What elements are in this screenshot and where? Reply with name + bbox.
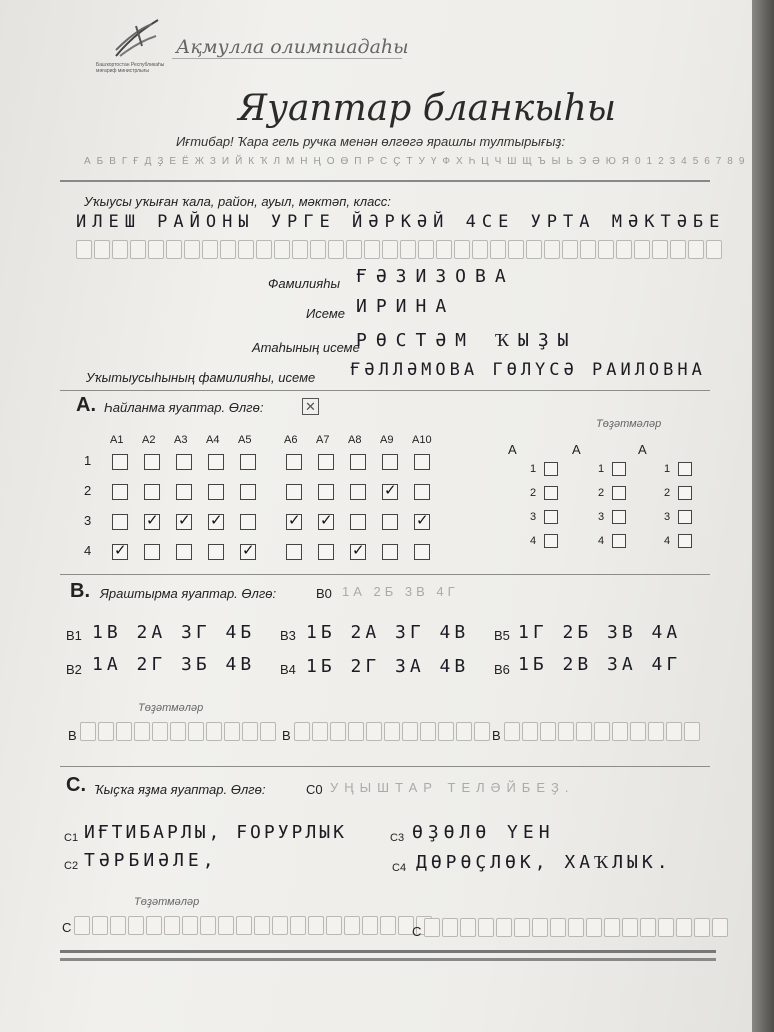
c2-value: ТӘРБИӘЛЕ, xyxy=(84,850,218,871)
answer-checkbox-a7-1[interactable] xyxy=(318,454,334,470)
b4-label: В4 xyxy=(280,662,296,677)
patronymic-value: РӨСТӘМ ҠЫҘЫ xyxy=(356,330,578,351)
section-b-corrections-label: Төҙәтмәләр xyxy=(138,702,204,714)
corrections-row-label: 1 xyxy=(530,463,537,475)
correction-checkbox[interactable] xyxy=(678,510,692,524)
answer-checkbox-a9-4[interactable] xyxy=(382,544,398,560)
correction-checkbox[interactable] xyxy=(544,534,558,548)
correction-checkbox[interactable] xyxy=(678,462,692,476)
b1-label: В1 xyxy=(66,628,82,643)
answer-checkbox-a10-4[interactable] xyxy=(414,544,430,560)
logo-small-text: Башҡортостан Республикаһы мәғариф министрлығы xyxy=(96,62,165,74)
section-a-col-a2: A2 xyxy=(142,434,156,446)
answer-checkbox-a8-1[interactable] xyxy=(350,454,366,470)
section-c-corr-grid-2 xyxy=(424,918,730,942)
answer-checkbox-a4-1[interactable] xyxy=(208,454,224,470)
corrections-col-header: A xyxy=(508,442,517,457)
answer-checkbox-a6-3[interactable] xyxy=(286,514,302,530)
section-a-rule xyxy=(60,574,710,575)
section-a-title: Һайланма яуаптар. Өлгө: xyxy=(104,400,264,415)
answer-checkbox-a3-3[interactable] xyxy=(176,514,192,530)
answer-checkbox-a5-1[interactable] xyxy=(240,454,256,470)
corrections-row-label: 4 xyxy=(664,535,671,547)
section-a-row-label: 2 xyxy=(84,483,92,498)
page-title: Яуаптар бланкыһы xyxy=(238,88,617,129)
c1-value: ИҒТИБАРЛЫ, FОРУРЛЫК xyxy=(84,822,347,843)
answer-checkbox-a7-4[interactable] xyxy=(318,544,334,560)
answer-checkbox-a1-4[interactable] xyxy=(112,544,128,560)
corrections-row-label: 1 xyxy=(598,463,605,475)
b3-label: В3 xyxy=(280,628,296,643)
section-c-corrections-label: Төҙәтмәләр xyxy=(134,896,200,908)
header-rule xyxy=(60,180,710,182)
name-label: Исеме xyxy=(306,306,346,321)
section-a-col-a7: A7 xyxy=(316,434,330,446)
section-a-col-a9: A9 xyxy=(380,434,394,446)
answer-checkbox-a3-4[interactable] xyxy=(176,544,192,560)
b2-value: 1А 2Г 3Б 4В xyxy=(92,654,256,675)
correction-checkbox[interactable] xyxy=(678,534,692,548)
b5-label: В5 xyxy=(494,628,510,643)
answer-checkbox-a5-4[interactable] xyxy=(240,544,256,560)
b4-value: 1Б 2Г 3А 4В xyxy=(306,656,470,677)
answer-checkbox-a10-2[interactable] xyxy=(414,484,430,500)
c2-label: С2 xyxy=(64,860,79,872)
c1-label: С1 xyxy=(64,832,79,844)
table-edge xyxy=(752,0,774,1032)
b2-label: В2 xyxy=(66,662,82,677)
answer-checkbox-a8-2[interactable] xyxy=(350,484,366,500)
name-value: ИРИНА xyxy=(356,296,456,317)
logo-caption: Ақмулла олимпиадаһы xyxy=(176,36,409,58)
answer-checkbox-a5-3[interactable] xyxy=(240,514,256,530)
teacher-value: ҒӘЛЛӘМОВА ГӨЛҮСӘ РАИЛОВНА xyxy=(350,360,706,380)
answer-checkbox-a6-2[interactable] xyxy=(286,484,302,500)
section-a-col-a10: A10 xyxy=(412,434,432,446)
answer-checkbox-a9-2[interactable] xyxy=(382,484,398,500)
surname-label: Фамилияһы xyxy=(268,276,341,291)
c4-label: С4 xyxy=(392,862,407,874)
answer-checkbox-a9-3[interactable] xyxy=(382,514,398,530)
c3-label: С3 xyxy=(390,832,405,844)
b6-value: 1Б 2В 3А 4Г xyxy=(518,654,682,675)
correction-checkbox[interactable] xyxy=(544,486,558,500)
correction-checkbox[interactable] xyxy=(612,486,626,500)
corrections-row-label: 2 xyxy=(664,487,671,499)
section-a-col-a1: A1 xyxy=(110,434,124,446)
answer-checkbox-a2-1[interactable] xyxy=(144,454,160,470)
answer-checkbox-a6-4[interactable] xyxy=(286,544,302,560)
answer-checkbox-a3-2[interactable] xyxy=(176,484,192,500)
answer-checkbox-a7-2[interactable] xyxy=(318,484,334,500)
section-b-corr-slot-1: В xyxy=(68,728,77,743)
patronymic-label: Атаһының исеме xyxy=(252,340,360,355)
b6-label: В6 xyxy=(494,662,510,677)
footer-rule-1 xyxy=(60,950,716,953)
logo-rule xyxy=(172,58,402,59)
corrections-row-label: 3 xyxy=(530,511,537,523)
b3-value: 1Б 2А 3Г 4В xyxy=(306,622,470,643)
answer-checkbox-a7-3[interactable] xyxy=(318,514,334,530)
correction-checkbox[interactable] xyxy=(544,510,558,524)
section-b-sample-value: 1А 2Б 3В 4Г xyxy=(342,584,459,599)
sample-alphabet: А Б В Г Ғ Д Ҙ Е Ё Ж З И Й К Ҡ Л М Н Ң О Ө П Р С Ҫ Т У Ү Ф Х Һ Ц Ч Ш Щ Ъ Ы Ь Э Ә Ю Я 0 1 2 3 4 5 6 7 8 9 xyxy=(84,156,747,167)
corrections-row-label: 4 xyxy=(598,535,605,547)
section-b-corr-grid-1 xyxy=(80,722,278,746)
corrections-row-label: 4 xyxy=(530,535,537,547)
answer-checkbox-a4-2[interactable] xyxy=(208,484,224,500)
section-a-row-label: 3 xyxy=(84,513,92,528)
section-b-sample-label: В0 xyxy=(316,586,332,601)
school-value: ИЛЕШ РАЙОНЫ УРГЕ ЙӘРКӘЙ 4СЕ УРТА МӘКТӘБЕ xyxy=(76,212,726,232)
section-c-corr-slot-1: С xyxy=(62,920,72,935)
footer-rule-2 xyxy=(60,958,716,961)
section-a-row-label: 4 xyxy=(84,543,92,558)
corrections-row-label: 2 xyxy=(530,487,537,499)
answer-checkbox-a1-2[interactable] xyxy=(112,484,128,500)
section-a-col-a3: A3 xyxy=(174,434,188,446)
section-b-corr-slot-2: В xyxy=(282,728,291,743)
section-b-rule xyxy=(60,766,710,767)
section-c-corr-grid-1 xyxy=(74,916,434,940)
corrections-row-label: 2 xyxy=(598,487,605,499)
section-a-row-label: 1 xyxy=(84,453,92,468)
corrections-row-label: 1 xyxy=(664,463,671,475)
section-a-corrections-label: Төҙәтмәләр xyxy=(596,418,662,430)
section-c-sample-value: УҢЫШТАР ТЕЛӘЙБЕҘ. xyxy=(330,780,575,795)
section-a-col-a5: A5 xyxy=(238,434,252,446)
answer-checkbox-a4-3[interactable] xyxy=(208,514,224,530)
c4-value: ДӨРӨҪЛӨК, ХАҠЛЫК. xyxy=(416,852,672,873)
section-c-letter: C. xyxy=(66,774,86,796)
answer-checkbox-a1-1[interactable] xyxy=(112,454,128,470)
section-c-title: Ҡыҫҡа яҙма яуаптар. Өлгө: xyxy=(94,782,266,797)
section-b-title: Яраштырма яуаптар. Өлгө: xyxy=(100,586,277,601)
teacher-label: Уҡытыусыһының фамилияһы, исеме xyxy=(86,370,316,385)
correction-checkbox[interactable] xyxy=(612,510,626,524)
section-c-corr-slot-2: С xyxy=(412,924,422,939)
correction-checkbox[interactable] xyxy=(678,486,692,500)
corrections-col-header: A xyxy=(572,442,581,457)
surname-value: ҒӘЗИЗОВА xyxy=(356,266,515,287)
section-b-corr-grid-2 xyxy=(294,722,492,746)
section-a-letter: A. xyxy=(76,394,96,416)
answer-checkbox-a8-3[interactable] xyxy=(350,514,366,530)
answer-checkbox-a2-3[interactable] xyxy=(144,514,160,530)
student-rule xyxy=(60,390,710,391)
corrections-row-label: 3 xyxy=(598,511,605,523)
section-a-col-a4: A4 xyxy=(206,434,220,446)
section-b-corr-slot-3: В xyxy=(492,728,501,743)
answer-checkbox-a3-1[interactable] xyxy=(176,454,192,470)
answer-checkbox-a8-4[interactable] xyxy=(350,544,366,560)
section-a-col-a8: A8 xyxy=(348,434,362,446)
answer-checkbox-a10-1[interactable] xyxy=(414,454,430,470)
c3-value: ӨҘӨЛӨ ҮЕН xyxy=(412,822,555,843)
section-b-corr-grid-3 xyxy=(504,722,702,746)
logo-mark-icon xyxy=(112,16,162,62)
b5-value: 1Г 2Б 3В 4А xyxy=(518,622,682,643)
section-c-sample-label: С0 xyxy=(306,782,323,797)
answer-checkbox-a10-3[interactable] xyxy=(414,514,430,530)
answer-checkbox-a6-1[interactable] xyxy=(286,454,302,470)
corrections-col-header: A xyxy=(638,442,647,457)
correction-checkbox[interactable] xyxy=(612,462,626,476)
section-b-letter: B. xyxy=(70,580,90,602)
answer-checkbox-a5-2[interactable] xyxy=(240,484,256,500)
section-a-sample-box: ✕ xyxy=(302,398,319,415)
school-grid xyxy=(76,240,724,264)
b1-value: 1В 2А 3Г 4Б xyxy=(92,622,256,643)
answer-checkbox-a9-1[interactable] xyxy=(382,454,398,470)
correction-checkbox[interactable] xyxy=(612,534,626,548)
corrections-row-label: 3 xyxy=(664,511,671,523)
answer-checkbox-a2-2[interactable] xyxy=(144,484,160,500)
section-a-col-a6: A6 xyxy=(284,434,298,446)
answer-checkbox-a1-3[interactable] xyxy=(112,514,128,530)
answer-checkbox-a4-4[interactable] xyxy=(208,544,224,560)
correction-checkbox[interactable] xyxy=(544,462,558,476)
instruction-text: Иғтибар! Ҡара гель ручка менән өлгөгә ярашлы тултырығыҙ: xyxy=(176,134,566,149)
answer-checkbox-a2-4[interactable] xyxy=(144,544,160,560)
school-label: Уҡыусы уҡыған ҡала, район, ауыл, мәктәп, класс: xyxy=(84,194,391,209)
